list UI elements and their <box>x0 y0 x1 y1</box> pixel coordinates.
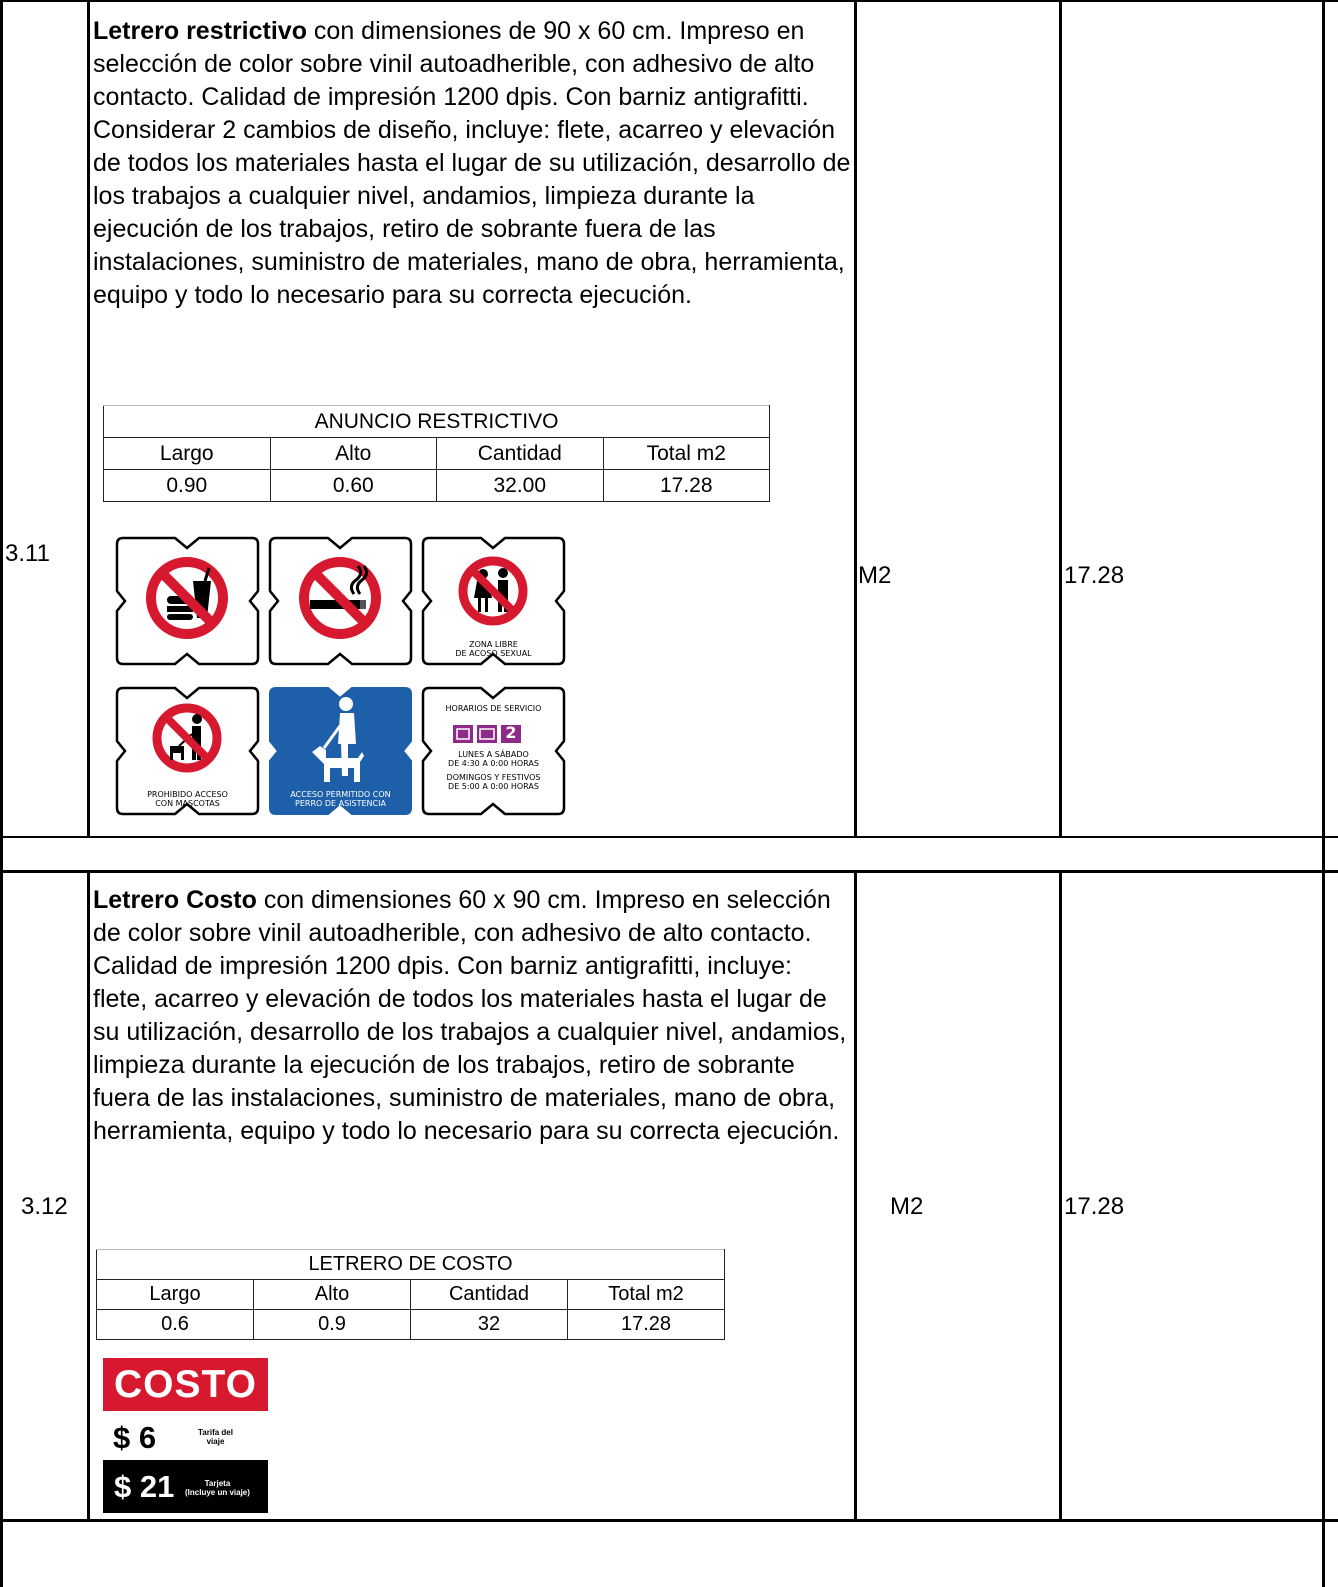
dimensions-table-title: ANUNCIO RESTRICTIVO <box>104 406 770 438</box>
card-price: $ 21 <box>114 1469 175 1504</box>
item-description-text: con dimensiones de 90 x 60 cm. Impreso en selección de color sobre vinil autoadherible, con adhesivo de alto contacto. Calidad de impresión 1200 dpis. Con barniz antigrafitti. Considerar 2 cambios de diseño, incluye: flete, acarreo y elevación de todos los materiales hasta el lugar de su utilización, desarrollo de los trabajos a cualquier nivel, andamios, limpieza durante la ejecución de los trabajos, retiro de sobrante fuera de las instalaciones, suministro de materiales, mano de obra, herramienta, equipo y todo lo necesario para su correcta ejecución. <box>93 17 851 309</box>
no-food-sign <box>115 536 260 666</box>
trip-fare-price: $ 6 <box>113 1420 157 1455</box>
item-description <box>93 15 851 312</box>
col-header-alto: Alto <box>254 1280 411 1310</box>
col-header-alto: Alto <box>270 438 437 470</box>
cell-alto: 0.9 <box>254 1310 411 1340</box>
sign-caption: ZONA LIBRE DE ACOSO SEXUAL <box>455 640 532 658</box>
costo-sign-header: COSTO <box>103 1358 268 1411</box>
item-unit: M2 <box>858 562 892 589</box>
dimensions-table-title: LETRERO DE COSTO <box>97 1250 725 1280</box>
item-code: 3.12 <box>21 1193 68 1220</box>
col-border <box>87 0 90 837</box>
sign-hours-title: HORARIOS DE SERVICIO <box>445 704 542 713</box>
row-border <box>0 0 1338 2</box>
item-description-text: con dimensiones 60 x 90 cm. Impreso en selección de color sobre vinil autoadherible, con adhesivo de alto contacto. Calidad de impresión 1200 dpis. Con barniz antigrafitti, incluye: flete, acarreo y elevación de todos los materiales hasta el lugar de su utilización, desarrollo de los trabajos a cualquier nivel, andamios, limpieza durante la ejecución de los trabajos, retiro de sobrante fuera de las instalaciones, suministro de materiales, mano de obra, herramienta, equipo y todo lo necesario para su correcta ejecución. <box>93 886 847 1145</box>
item-title: Letrero restrictivo <box>93 17 307 45</box>
item-quantity: 17.28 <box>1064 1193 1125 1220</box>
no-smoking-sign <box>268 536 413 666</box>
item-description <box>93 884 851 1148</box>
item-code: 3.11 <box>5 540 50 567</box>
dimensions-table <box>96 1249 725 1340</box>
item-unit: M2 <box>890 1193 924 1220</box>
cell-cantidad: 32 <box>411 1310 568 1340</box>
assistance-dog-sign <box>268 686 413 816</box>
line-number-badge: 2 <box>505 723 517 742</box>
sign-caption: PROHIBIDO ACCESO CON MASCOTAS <box>147 790 228 808</box>
row-border <box>0 1519 1338 1522</box>
item-title: Letrero Costo <box>93 886 257 914</box>
card-price-bar <box>103 1460 268 1513</box>
cell-alto: 0.60 <box>270 470 437 502</box>
cell-total: 17.28 <box>603 470 770 502</box>
card-price-note: Tarjeta (Incluye un viaje) <box>185 1479 250 1497</box>
item-quantity: 17.28 <box>1064 562 1125 589</box>
col-border <box>1059 871 1062 1521</box>
row-border <box>0 836 1338 838</box>
cell-cantidad: 32.00 <box>437 470 604 502</box>
col-border <box>854 871 857 1521</box>
col-header-largo: Largo <box>104 438 271 470</box>
col-header-total: Total m2 <box>603 438 770 470</box>
service-hours-sign <box>421 686 566 816</box>
sign-caption: ACCESO PERMITIDO CON PERRO DE ASISTENCIA <box>290 790 391 808</box>
sign-hours-text: LUNES A SÁBADO DE 4:30 A 0:00 HORAS DOMINGOS Y FESTIVOS DE 5:00 A 0:00 HORAS <box>446 750 541 791</box>
col-header-cantidad: Cantidad <box>411 1280 568 1310</box>
cell-largo: 0.6 <box>97 1310 254 1340</box>
trip-fare-note: Tarifa del viaje <box>198 1428 233 1446</box>
col-header-largo: Largo <box>97 1280 254 1310</box>
col-border <box>0 0 3 1587</box>
harassment-free-sign <box>421 536 566 666</box>
col-header-total: Total m2 <box>568 1280 725 1310</box>
col-border <box>87 871 90 1521</box>
row-border <box>0 870 1338 873</box>
col-border <box>1059 0 1062 837</box>
col-border <box>854 0 857 837</box>
col-header-cantidad: Cantidad <box>437 438 604 470</box>
cell-largo: 0.90 <box>104 470 271 502</box>
no-pets-sign <box>115 686 260 816</box>
col-border <box>1322 0 1325 1587</box>
cell-total: 17.28 <box>568 1310 725 1340</box>
dimensions-table <box>103 405 770 502</box>
